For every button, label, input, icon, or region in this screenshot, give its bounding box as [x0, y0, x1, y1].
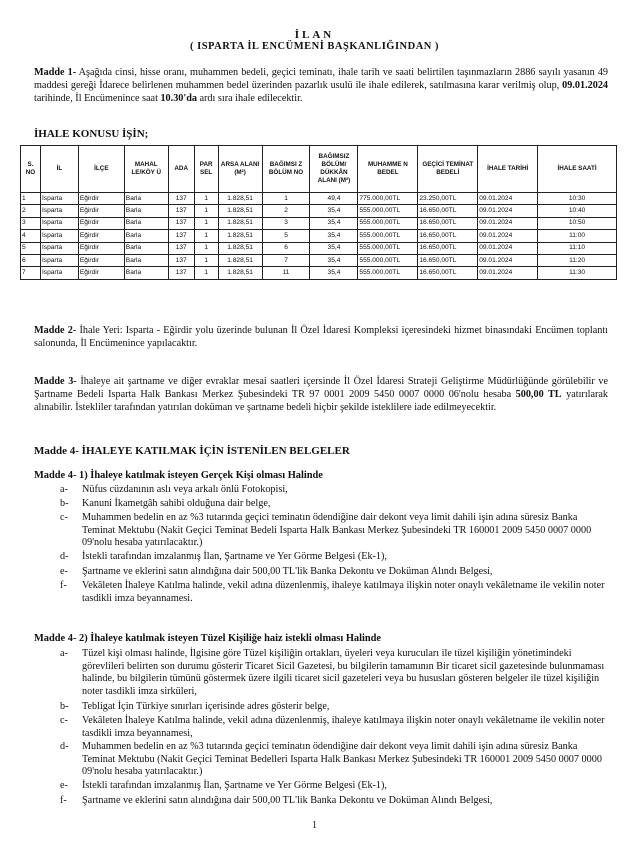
table-cell: 1.828,51 [218, 267, 262, 279]
list-item-text: Nüfus cüzdanının aslı veya arkalı önlü Fotokopisi, [82, 484, 288, 495]
table-cell: 555.000,00TL [358, 267, 418, 279]
list-item-label: b- [60, 498, 69, 509]
list-item [60, 648, 610, 698]
table-cell: 137 [168, 205, 194, 217]
list-item-text: İstekli tarafından imzalanmış İlan, Şartname ve Yer Görme Belgesi (Ek-1), [82, 551, 387, 562]
table-cell: 1 [194, 217, 218, 229]
table-cell: 1 [21, 193, 41, 205]
madde-4-1-title [34, 470, 323, 481]
table-cell: 3 [262, 217, 310, 229]
table-cell: 11 [262, 267, 310, 279]
table-cell: Isparta [40, 267, 78, 279]
list-item-label: d- [60, 551, 69, 562]
list-item-text: İstekli tarafından imzalanmış İlan, Şartname ve Yer Görme Belgesi (Ek-1), [82, 780, 387, 791]
table-cell: 1 [194, 205, 218, 217]
table-cell: 1.828,51 [218, 193, 262, 205]
madde-1-end: ardı sıra ihale edilecektir. [196, 93, 303, 104]
table-cell: 16.650,00TL [418, 267, 478, 279]
document-title: İLAN [294, 29, 335, 41]
table-header-row [21, 146, 617, 193]
table-cell: 1 [262, 193, 310, 205]
table-header-cell: ARSA ALANI (M²) [218, 146, 262, 193]
table-cell: 555.000,00TL [358, 254, 418, 266]
table-cell: 137 [168, 217, 194, 229]
table-cell: 137 [168, 193, 194, 205]
table-cell: 35,4 [310, 267, 358, 279]
list-item-label: f- [60, 795, 67, 806]
table-cell: Isparta [40, 217, 78, 229]
madde-1-time: 10.30'da [160, 93, 197, 104]
list-item [60, 551, 610, 564]
list-item [60, 498, 610, 511]
list-item [60, 512, 610, 550]
table-cell: Barla [124, 242, 168, 254]
madde-1-date: 09.01.2024 [562, 80, 608, 91]
list-item-text: Şartname ve eklerini satın alındığına dair 500,00 TL'lik Banka Dekontu ve Doküman Alındı Belgesi, [82, 795, 493, 806]
table-cell: 49,4 [310, 193, 358, 205]
table-row [21, 254, 617, 266]
madde-4-2-label: Madde 4- [34, 633, 77, 644]
document-subtitle: ( ISPARTA İL ENCÜMENİ BAŞKANLIĞINDAN ) [190, 41, 439, 52]
table-cell: 16.650,00TL [418, 217, 478, 229]
madde-4-heading: Madde 4- İHALEYE KATILMAK İÇİN İSTENİLEN BELGELER [34, 445, 350, 457]
table-cell: 1 [194, 254, 218, 266]
table-header-cell: S. NO [21, 146, 41, 193]
table-cell: Barla [124, 254, 168, 266]
list-item-label: f- [60, 580, 67, 591]
table-cell: 11:10 [538, 242, 617, 254]
table-cell: 1 [194, 267, 218, 279]
table-cell: 137 [168, 267, 194, 279]
table-cell: 09.01.2024 [478, 267, 538, 279]
table-cell: Eğirdir [78, 230, 124, 242]
table-cell: 10:40 [538, 205, 617, 217]
table-cell: 555.000,00TL [358, 242, 418, 254]
list-item [60, 795, 610, 808]
list-item-text: Muhammen bedelin en az %3 tutarında geçici teminatın ödendiğine dair dekont veya limit dahili işin adına süresiz Banka Teminat Mektubu (Nakit Geçici Teminat Bedeli Isparta Halk Bankası Merkez Şubesindeki TR 160001 2009 5450 0007 0000 09'nolu hesaba yatırılacaktır.) [82, 512, 592, 548]
table-cell: 11:30 [538, 267, 617, 279]
table-cell: Eğirdir [78, 242, 124, 254]
table-cell: 1.828,51 [218, 230, 262, 242]
list-item [60, 715, 610, 740]
table-cell: Isparta [40, 205, 78, 217]
auction-table [20, 145, 617, 280]
list-item [60, 580, 610, 605]
table-cell: 09.01.2024 [478, 217, 538, 229]
table-header-cell: İLÇE [78, 146, 124, 193]
table-header-cell: GEÇİCİ TEMİNAT BEDELİ [418, 146, 478, 193]
table-header-cell: İHALE SAATİ [538, 146, 617, 193]
madde-3-text: İhaleye ait şartname ve diğer evraklar mesai saatleri içersinde İl Özel İdaresi Strateji Geliştirme Müdürlüğünde görülebilir ve Şartname Bedeli Isparta Halk Bankası Merkez Şubesindeki TR 97 0001 2009 5450 0007 0000 06'nolu hesaba [34, 376, 608, 400]
table-cell: 1 [194, 230, 218, 242]
list-item-label: d- [60, 741, 69, 752]
list-item-label: a- [60, 648, 68, 659]
table-cell: Isparta [40, 254, 78, 266]
table-cell: 09.01.2024 [478, 242, 538, 254]
table-header-cell: İHALE TARİHİ [478, 146, 538, 193]
madde-1-text: Aşağıda cinsi, hisse oranı, muhammen bedeli, geçici teminatı, ihale tarih ve saati belirtilen taşınmazların 2886 sayılı yasanın 49 maddesi gereği İdarece belirlenen muhammen bedel üzerinden pazarlık usulü ile ihale edilerek, satılmasına karar verilmiş olup, [34, 67, 609, 91]
list-item-text: Muhammen bedelin en az %3 tutarında geçici teminatın ödendiğine dair dekont veya limit dahili işin adına süresiz Banka Teminat Mektubu (Nakit Geçici Teminat Bedelleri Isparta Halk Bankası Merkez Şubesindeki TR 160001 2009 5450 0007 0000 09'nolu hesaba yatırılacaktır.) [82, 741, 602, 777]
list-item-label: c- [60, 715, 68, 726]
table-cell: 16.650,00TL [418, 205, 478, 217]
table-cell: 09.01.2024 [478, 205, 538, 217]
table-header-cell: İL [40, 146, 78, 193]
table-cell: Isparta [40, 193, 78, 205]
table-cell: 1.828,51 [218, 217, 262, 229]
table-cell: Eğirdir [78, 254, 124, 266]
table-cell: Eğirdir [78, 193, 124, 205]
table-cell: 35,4 [310, 242, 358, 254]
table-row [21, 217, 617, 229]
table-cell: 555.000,00TL [358, 205, 418, 217]
table-title: İHALE KONUSU İŞİN; [34, 128, 149, 140]
table-cell: 5 [21, 242, 41, 254]
table-cell: 2 [262, 205, 310, 217]
list-item-text: Tebligat İçin Türkiye sınırları içerisinde adres gösterir belge, [82, 701, 330, 712]
list-item-label: a- [60, 484, 68, 495]
table-cell: 1.828,51 [218, 205, 262, 217]
table-cell: Eğirdir [78, 267, 124, 279]
table-cell: 7 [21, 267, 41, 279]
table-cell: 11:00 [538, 230, 617, 242]
list-item [60, 701, 610, 714]
table-row [21, 267, 617, 279]
list-item-label: e- [60, 780, 68, 791]
table-cell: 775.000,00TL [358, 193, 418, 205]
table-row [21, 242, 617, 254]
table-cell: 137 [168, 254, 194, 266]
madde-1-mid: tarihinde, İl Encümenince saat [34, 93, 161, 104]
table-cell: 10:50 [538, 217, 617, 229]
madde-3-amount: 500,00 TL [515, 389, 562, 400]
table-cell: Barla [124, 267, 168, 279]
madde-2-text: İhale Yeri: Isparta - Eğirdir yolu üzerinde bulunan İl Özel İdaresi Kompleksi içeresindeki hizmet binasındaki Encümen toplantı salonunda, İl Encümenince yapılacaktır. [34, 325, 608, 349]
page-number: 1 [312, 820, 317, 831]
table-cell: 23.250,00TL [418, 193, 478, 205]
table-cell: 1.828,51 [218, 242, 262, 254]
table-cell: 35,4 [310, 230, 358, 242]
table-cell: 16.650,00TL [418, 230, 478, 242]
table-cell: Barla [124, 193, 168, 205]
madde-2 [34, 324, 608, 350]
table-row [21, 193, 617, 205]
madde-4-1-text: 1) İhaleye katılmak isteyen Gerçek Kişi olması Halinde [76, 470, 323, 481]
table-cell: 10:30 [538, 193, 617, 205]
madde-3-end: yatırılarak alınabilir. İstekliler tarafından yatırılan doküman ve şartname bedeli hiçbir şekilde isteklilere iade edilmeyecektir. [34, 389, 609, 413]
table-cell: 11:20 [538, 254, 617, 266]
table-cell: 137 [168, 242, 194, 254]
table-cell: 5 [262, 230, 310, 242]
table-cell: Barla [124, 217, 168, 229]
table-cell: 35,4 [310, 254, 358, 266]
table-cell: 1 [194, 242, 218, 254]
table-header-cell: BAĞIMSIZ BÖLÜM/ DÜKKÂN ALANI (M²) [310, 146, 358, 193]
list-item [60, 566, 610, 579]
table-cell: 137 [168, 230, 194, 242]
madde-4-2-text: 2) İhaleye katılmak isteyen Tüzel Kişiliğe haiz istekli olması Halinde [76, 633, 382, 644]
table-cell: 09.01.2024 [478, 230, 538, 242]
madde-2-label: Madde 2- [34, 325, 77, 336]
table-header-cell: ADA [168, 146, 194, 193]
table-cell: 6 [262, 242, 310, 254]
table-row [21, 230, 617, 242]
list-item-label: c- [60, 512, 68, 523]
table-header-cell: PAR SEL [194, 146, 218, 193]
list-item-text: Vekâleten İhaleye Katılma halinde, vekil adına düzenlenmiş, ihaleye katılmaya ilişkin noter onaylı vekâletname ile vekilin noter tasdikli imza beyannamesi. [82, 580, 605, 604]
table-header-cell: MUHAMME N BEDEL [358, 146, 418, 193]
madde-4-2-title [34, 633, 381, 644]
table-cell: 555.000,00TL [358, 230, 418, 242]
table-cell: 1.828,51 [218, 254, 262, 266]
list-item-text: Tüzel kişi olması halinde, İlgisine göre Tüzel kişiliğin ortakları, üyeleri veya kurucuları ile tüzel kişiliğin yönetimindeki görevlileri belirten son durumu gösterir Ticaret Sicil Gazetesi, bu bilgilerin tamamının Bir ticaret sicil gazetesinde bulunmaması halinde, bu bilgilerin tümünü göstermek üzere ilgili ticaret sicil gazeteleri veya bu hususları gösteren belgeler ile tüzel kişiliğin noter tasdikli imza sirküleri, [82, 648, 605, 697]
table-cell: 09.01.2024 [478, 193, 538, 205]
table-header-cell: MAHAL LE/KÖY Ü [124, 146, 168, 193]
table-cell: Isparta [40, 230, 78, 242]
list-item-text: Kanuni İkametgâh sahibi olduğuna dair belge, [82, 498, 271, 509]
table-cell: 16.650,00TL [418, 242, 478, 254]
table-header-cell: BAĞIMSI Z BÖLÜM NO [262, 146, 310, 193]
table-cell: Isparta [40, 242, 78, 254]
table-cell: 555.000,00TL [358, 217, 418, 229]
table-cell: 6 [21, 254, 41, 266]
table-cell: 7 [262, 254, 310, 266]
table-cell: 16.650,00TL [418, 254, 478, 266]
table-cell: 3 [21, 217, 41, 229]
list-item-text: Vekâleten İhaleye Katılma halinde, vekil adına düzenlenmiş, ihaleye katılmaya ilişkin noter onaylı vekâletname ile vekilin noter tasdikli imza beyannamesi, [82, 715, 605, 739]
table-cell: 35,4 [310, 205, 358, 217]
table-cell: Eğirdir [78, 205, 124, 217]
list-item [60, 780, 610, 793]
table-cell: 4 [21, 230, 41, 242]
madde-4-1-label: Madde 4- [34, 470, 77, 481]
madde-1 [34, 66, 608, 105]
table-cell: Barla [124, 230, 168, 242]
table-cell: Eğirdir [78, 217, 124, 229]
table-row [21, 205, 617, 217]
list-item-text: Şartname ve eklerini satın alındığına dair 500,00 TL'lik Banka Dekontu ve Doküman Alındı Belgesi, [82, 566, 493, 577]
table-cell: Barla [124, 205, 168, 217]
list-item [60, 741, 610, 779]
list-item-label: b- [60, 701, 69, 712]
table-cell: 35,4 [310, 217, 358, 229]
table-cell: 1 [194, 193, 218, 205]
madde-3-label: Madde 3- [34, 376, 77, 387]
madde-1-label: Madde 1- [34, 67, 77, 78]
madde-3 [34, 375, 608, 414]
list-item [60, 484, 610, 497]
table-cell: 2 [21, 205, 41, 217]
table-cell: 09.01.2024 [478, 254, 538, 266]
list-item-label: e- [60, 566, 68, 577]
